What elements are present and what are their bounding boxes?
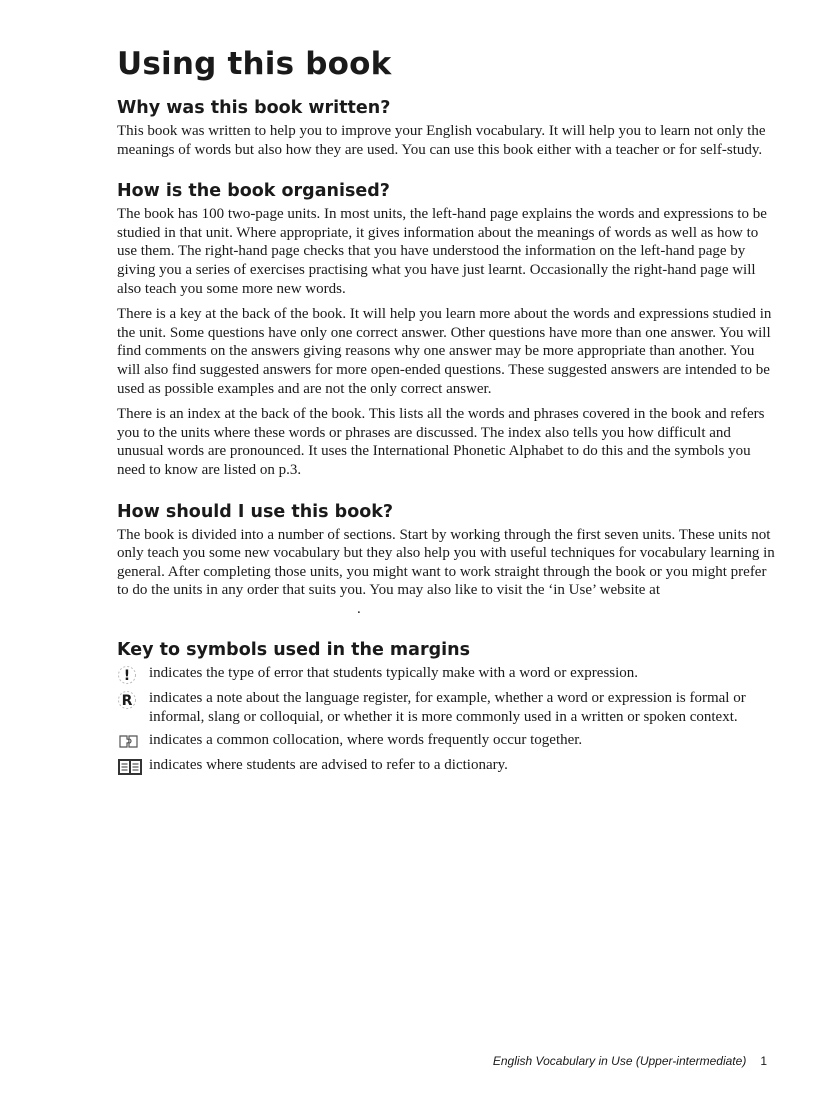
page-title: Using this book <box>117 46 392 82</box>
website-sentence: You may also like to visit the ‘in Use’ website at <box>369 582 661 599</box>
section-heading: How should I use this book? <box>117 501 394 522</box>
sentence-end: . <box>357 600 361 617</box>
symbol-row-error <box>117 664 777 685</box>
symbol-row-collocation <box>117 731 777 752</box>
symbol-description: indicates a note about the language register, for example, whether a word or expression is formal or informal, slang or colloquial, or whether it is more commonly used in a written or spoken context. <box>149 690 746 726</box>
paragraph <box>117 526 777 619</box>
section-heading: Why was this book written? <box>117 98 391 118</box>
symbol-row-register <box>117 689 777 726</box>
dictionary-icon <box>117 756 149 777</box>
page-content <box>117 44 777 797</box>
footer-book-title: English Vocabulary in Use (Upper-intermediate) <box>492 1054 747 1068</box>
symbol-row-dictionary <box>117 756 777 777</box>
paragraph: This book was written to help you to improve your English vocabulary. It will help you to learn not only the meanings of words but also how they are used. You can use this book either with a teacher or for self-study. <box>117 123 766 158</box>
page-number: 1 <box>760 1054 767 1068</box>
page-footer <box>493 1054 767 1068</box>
exclamation-glyph: ! <box>123 668 131 685</box>
paragraph: The book has 100 two-page units. In most units, the left-hand page explains the words and expressions to be studied in that unit. Where appropriate, it gives information about the meanings of words as well as how to use them. The right-hand page checks that you have understood the information on the left-hand page by giving you a series of exercises practising what you have just learnt. Occasionally the right-hand page will also teach you some more new words. <box>117 206 767 297</box>
symbol-description: indicates the type of error that students typically make with a word or expression. <box>149 665 639 682</box>
register-icon <box>117 689 149 710</box>
symbol-description: indicates where students are advised to refer to a dictionary. <box>149 756 508 773</box>
paragraph-text: The book is divided into a number of sections. Start by working through the first seven units. These units not only teach you some new vocabulary but they also help you with useful techniques for vocabulary learning in general. After completing those units, you might want to work straight through the book or you might prefer to do the units in any order that suits you. <box>117 526 775 599</box>
collocation-icon <box>117 731 149 752</box>
paragraph: There is an index at the back of the book. This lists all the words and phrases covered in the book and refers you to the units where these words or phrases are discussed. The index also tells you how difficult and unusual words are pronounced. It uses the International Phonetic Alphabet to do this and the symbols you need to know are listed on p.3. <box>117 406 765 478</box>
symbol-description: indicates a common collocation, where words frequently occur together. <box>149 731 583 748</box>
section-symbols <box>117 638 777 776</box>
section-organised <box>117 179 777 479</box>
section-why <box>117 96 777 159</box>
section-heading: How is the book organised? <box>117 181 390 202</box>
paragraph: There is a key at the back of the book. It will help you learn more about the words and expressions studied in the unit. Some questions have only one correct answer. Other questions have more than one answer. You will find comments on the answers giving reasons why one answer may be more appropriate than another. You will also find suggested answers for more open-ended questions. These suggested answers are intended to be used as possible examples and are not the only correct answer. <box>117 306 772 397</box>
section-heading: Key to symbols used in the margins <box>117 640 470 661</box>
exclamation-icon <box>117 664 149 685</box>
section-how-to-use <box>117 500 777 619</box>
register-glyph: R <box>121 693 133 710</box>
